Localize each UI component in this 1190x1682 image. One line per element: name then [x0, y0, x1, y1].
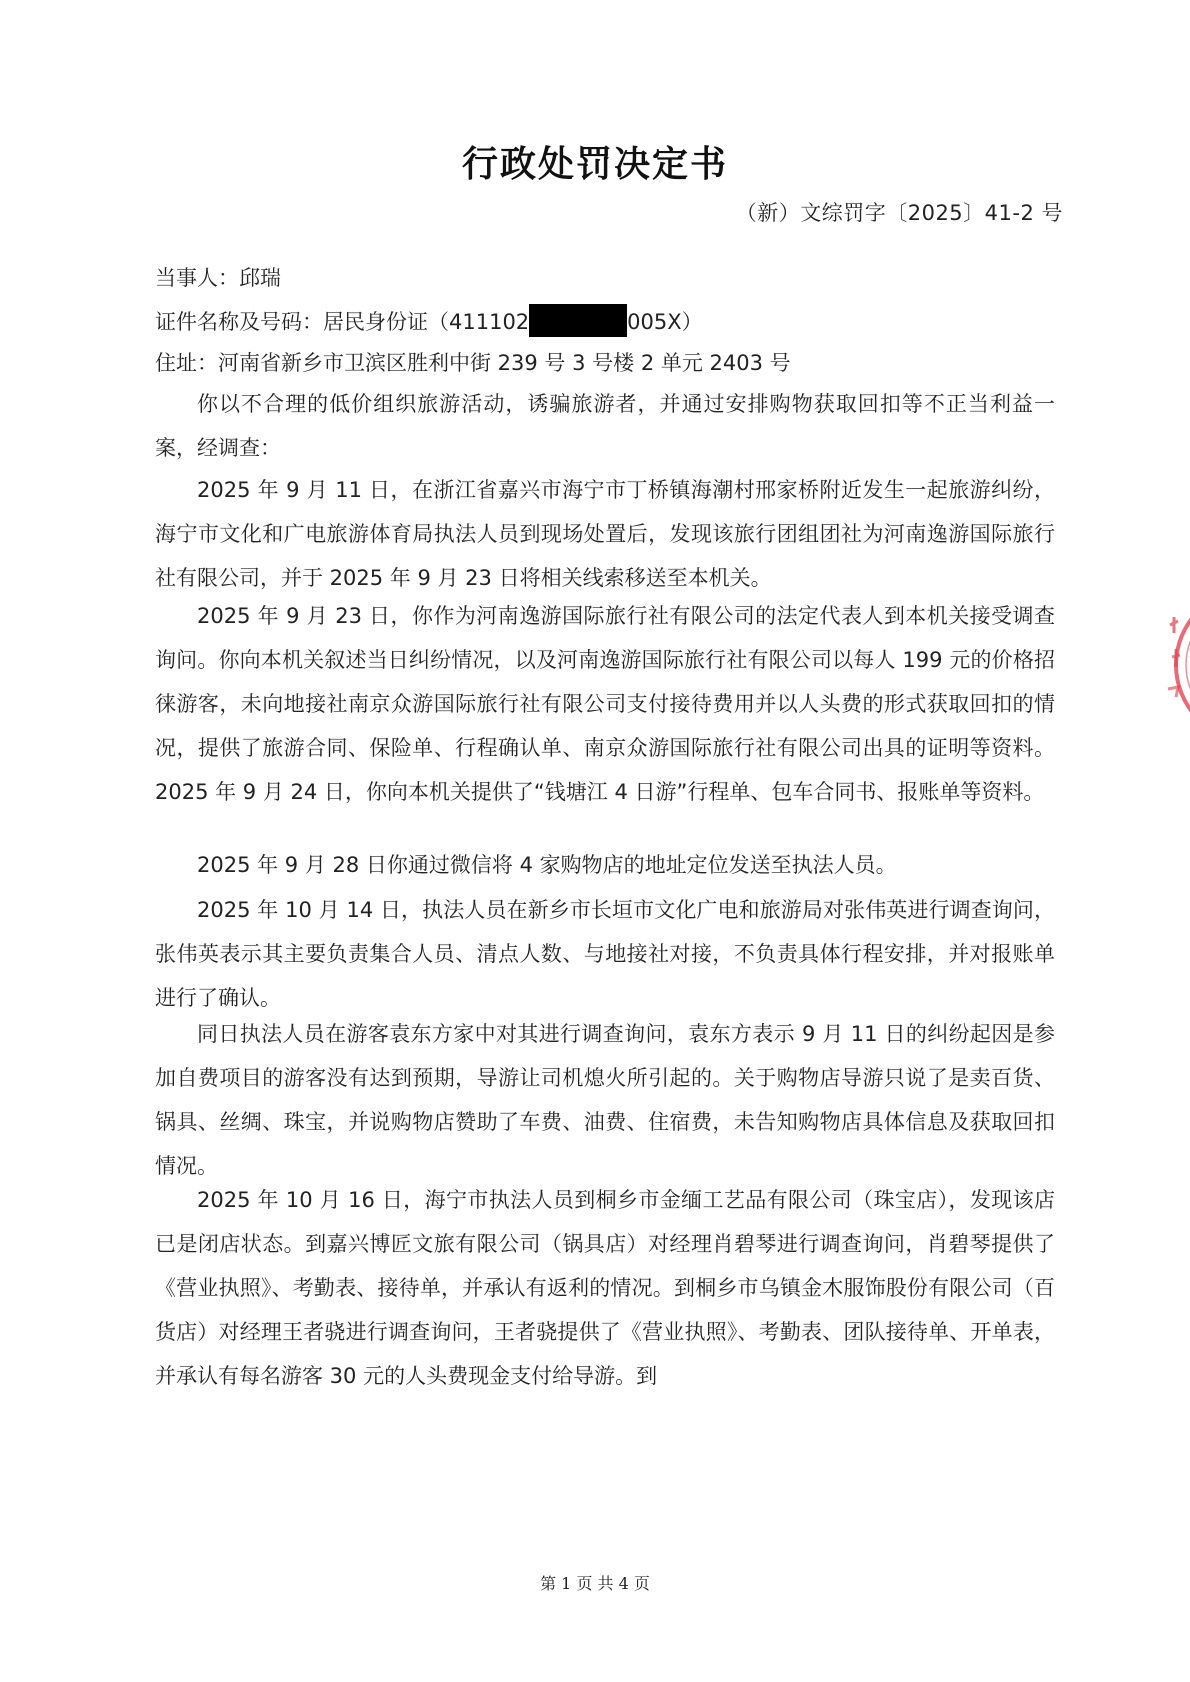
official-seal-icon [1152, 585, 1190, 745]
body-paragraph: 你以不合理的低价组织旅游活动，诱骗旅游者，并通过安排购物获取回扣等不正当利益一案，经调查： [155, 392, 1055, 460]
redaction-block [529, 304, 627, 337]
party-id [155, 304, 703, 337]
body-paragraph: 2025 年 10 月 14 日，执法人员在新乡市长垣市文化广电和旅游局对张伟英进行调查询问，张伟英表示其主要负责集合人员、清点人数、与地接社对接，不负责具体行程安排，并对报账单进行了确认。 [155, 898, 1055, 1010]
party-name: 当事人：邱瑞 [155, 266, 281, 290]
party-id-prefix: 证件名称及号码：居民身份证（411102 [155, 310, 530, 334]
body-paragraph: 2025 年 10 月 16 日，海宁市执法人员到桐乡市金缅工艺品有限公司（珠宝店），发现该店已是闭店状态。到嘉兴博匠文旅有限公司（锅具店）对经理肖碧琴进行调查询问，肖碧琴提供了《营业执照》、考勤表、接待单，并承认有返利的情况。到桐乡市乌镇金木服饰股份有限公司（百货店）对经理王者骁进行调查询问，王者骁提供了《营业执照》、考勤表、团队接待单、开单表，并承认有每名游客 30 元的人头费现金支付给导游。到 [155, 1188, 1055, 1388]
page-indicator: 第 1 页 共 4 页 [540, 1574, 650, 1593]
body-paragraph: 2025 年 9 月 11 日，在浙江省嘉兴市海宁市丁桥镇海潮村邢家桥附近发生一起旅游纠纷，海宁市文化和广电旅游体育局执法人员到现场处置后，发现该旅行团组团社为河南逸游国际旅行社有限公司，并于 2025 年 9 月 23 日将相关线索移送至本机关。 [155, 478, 1055, 590]
body-paragraph: 同日执法人员在游客袁东方家中对其进行调查询问，袁东方表示 9 月 11 日的纠纷起因是参加自费项目的游客没有达到预期，导游让司机熄火所引起的。关于购物店导游只说了是卖百货、锅具、丝绸、珠宝，并说购物店赞助了车费、油费、住宿费，未告知购物店具体信息及获取回扣情况。 [155, 1022, 1055, 1178]
document-title: 行政处罚决定书 [461, 143, 728, 185]
party-id-suffix: 005X） [627, 310, 703, 334]
body-paragraph: 2025 年 9 月 28 日你通过微信将 4 家购物店的地址定位发送至执法人员。 [197, 853, 897, 877]
document-number: （新）文综罚字〔2025〕41-2 号 [735, 201, 1063, 225]
party-address: 住址：河南省新乡市卫滨区胜利中街 239 号 3 号楼 2 单元 2403 号 [155, 351, 791, 375]
body-paragraph: 2025 年 9 月 23 日，你作为河南逸游国际旅行社有限公司的法定代表人到本机关接受调查询问。你向本机关叙述当日纠纷情况，以及河南逸游国际旅行社有限公司以每人 199 元的价格招徕游客，未向地接社南京众游国际旅行社有限公司支付接待费用并以人头费的形式获取回扣的情况，提供了旅游合同、保险单、行程确认单、南京众游国际旅行社有限公司出具的证明等资料。2025 年 9 月 24 日，你向本机关提供了“钱塘江 4 日游”行程单、包车合同书、报账单等资料。 [155, 604, 1055, 804]
